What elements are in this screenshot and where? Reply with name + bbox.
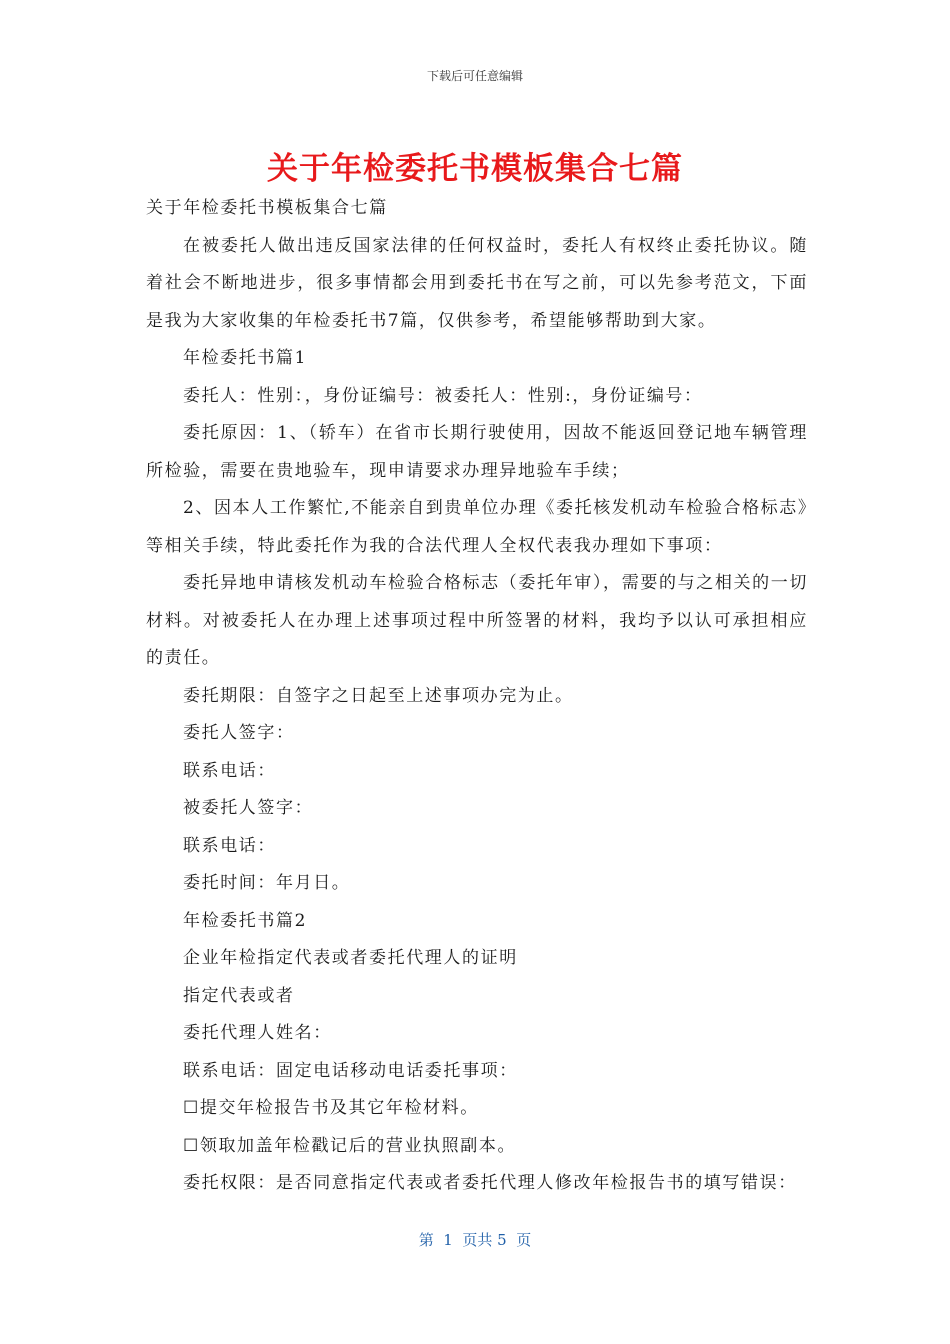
- paragraph: 委托期限：自签字之日起至上述事项办完为止。: [183, 685, 574, 706]
- document-body: [146, 190, 808, 1203]
- paragraph: 委托代理人姓名：: [183, 1023, 332, 1043]
- paragraph: 委托人签字：: [183, 723, 295, 743]
- paragraph: 委托权限：是否同意指定代表或者委托代理人修改年检报告书的填写错误：: [183, 1173, 797, 1193]
- paragraph: 委托原因：1、（轿车）在省市长期行驶使用，因故不能返回登记地车辆管理所检验，需要在贵地验车，现申请要求办理异地验车手续；: [146, 423, 808, 481]
- paragraph: 指定代表或者: [183, 985, 295, 1006]
- paragraph: 委托时间：年月日。: [183, 873, 351, 893]
- paragraph: 2、因本人工作繁忙,不能亲自到贵单位办理《委托核发机动车检验合格标志》等相关手续，特此委托作为我的合法代理人全权代表我办理如下事项：: [146, 498, 808, 556]
- paragraph: 企业年检指定代表或者委托代理人的证明: [183, 948, 518, 968]
- paragraph: 联系电话：固定电话移动电话委托事项：: [183, 1060, 518, 1081]
- page-footer: 第 1 页共 5 页: [418, 1231, 532, 1249]
- paragraph: 在被委托人做出违反国家法律的任何权益时，委托人有权终止委托协议。随着社会不断地进步，很多事情都会用到委托书在写之前，可以先参考范文，下面是我为大家收集的年检委托书7篇，仅供参考，希望能够帮助到大家。: [146, 235, 808, 331]
- paragraph: 关于年检委托书模板集合七篇: [146, 198, 388, 218]
- paragraph: ☐提交年检报告书及其它年检材料。: [183, 1098, 479, 1118]
- paragraph: 联系电话：: [183, 835, 276, 856]
- header-note: 下载后可任意编辑: [426, 69, 523, 83]
- paragraph: 委托人：性别：，身份证编号：被委托人：性别:，身份证编号：: [183, 385, 703, 406]
- paragraph: 委托异地申请核发机动车检验合格标志（委托年审），需要的与之相关的一切材料。对被委托人在办理上述事项过程中所签署的材料，我均予以认可承担相应的责任。: [146, 573, 808, 668]
- paragraph: ☐领取加盖年检戳记后的营业执照副本。: [183, 1135, 517, 1156]
- paragraph: 被委托人签字：: [183, 798, 314, 818]
- paragraph: 年检委托书篇2: [183, 910, 308, 931]
- paragraph: 联系电话：: [183, 760, 276, 781]
- document-title: 关于年检委托书模板集合七篇: [267, 151, 683, 187]
- paragraph: 年检委托书篇1: [183, 348, 308, 368]
